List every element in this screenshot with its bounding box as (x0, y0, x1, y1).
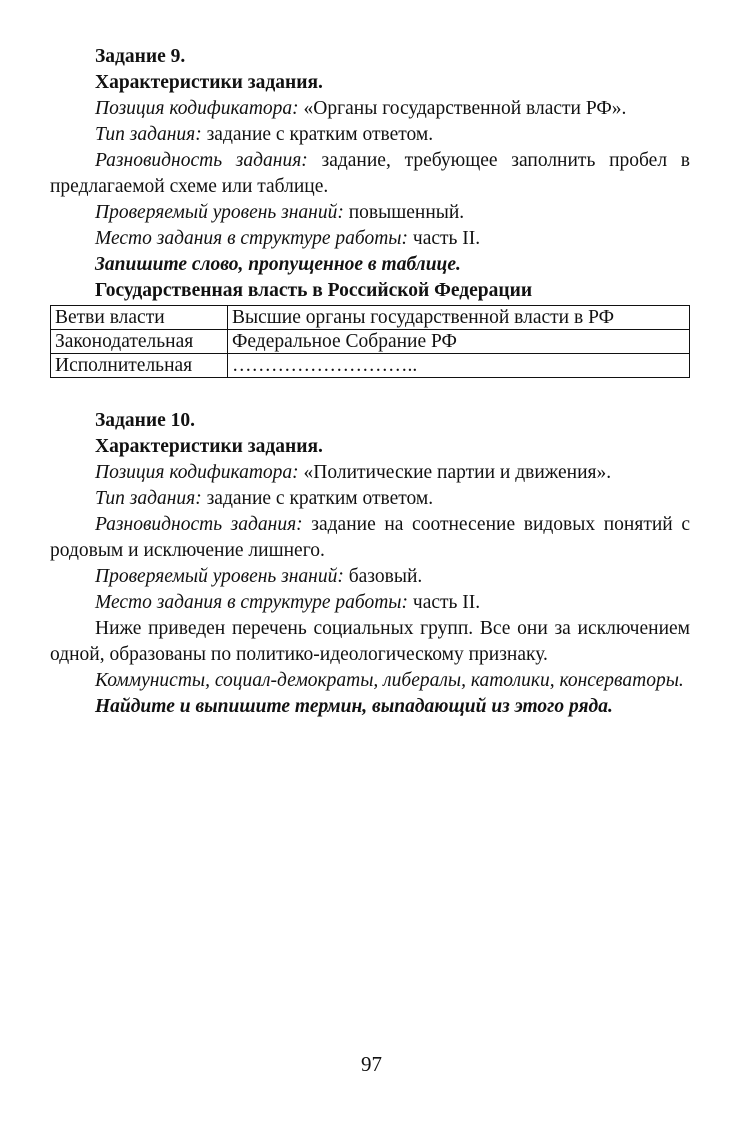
table-row (51, 330, 690, 354)
task10-place-value: часть II. (408, 592, 481, 613)
task10-type-label: Тип задания: (95, 488, 202, 509)
section-spacer (50, 378, 690, 408)
table-cell: Федеральное Собрание РФ (228, 330, 690, 354)
task9-level-value: повышенный. (343, 202, 465, 223)
task9-variety-value: задание, требующее заполнить пробел в предлагаемой схеме или таблице. (50, 150, 690, 197)
page-number: 97 (361, 1052, 382, 1076)
task10-position-value: «Политические партии и движения». (298, 462, 612, 483)
task9-instruction: Запишите слово, пропущенное в таблице. (95, 254, 461, 275)
task10-characteristics: Характеристики задания. (95, 436, 323, 457)
task10-instruction: Найдите и выпишите термин, выпадающий из этого ряда. (95, 696, 613, 717)
task10-type-value: задание с кратким ответом. (201, 488, 434, 509)
table-header-cell: Ветви власти (51, 306, 228, 330)
table-header-row (51, 306, 690, 330)
task9-position (50, 96, 690, 122)
table-header-cell: Высшие органы государственной власти в РФ (228, 306, 690, 330)
task9-table-title: Государственная власть в Российской Федерации (95, 280, 533, 301)
task9-place-label: Место задания в структуре работы: (95, 228, 409, 249)
task10-level (50, 564, 690, 590)
task9-level-label: Проверяемый уровень знаний: (95, 202, 344, 223)
document-page (50, 44, 690, 720)
task9-type (50, 122, 690, 148)
task10-term-list: Коммунисты, социал-демократы, либералы, католики, консерваторы. (95, 670, 684, 691)
task9-place-value: часть II. (408, 228, 481, 249)
task9-position-label: Позиция кодификатора: (95, 98, 299, 119)
task10-variety-label: Разновидность задания: (95, 514, 303, 535)
task9-place (50, 226, 690, 252)
task9-variety-label: Разновидность задания: (95, 150, 308, 171)
task10-title: Задание 10. (95, 410, 196, 431)
task9-type-label: Тип задания: (95, 124, 202, 145)
task10-place (50, 590, 690, 616)
task10-variety-value: задание на соотнесение видовых понятий с родовым и исключение лишнего. (50, 514, 690, 561)
table-cell: Исполнительная (51, 354, 228, 378)
task10-position (50, 460, 690, 486)
task9-level (50, 200, 690, 226)
task9-characteristics: Характеристики задания. (95, 72, 323, 93)
task9-position-value: «Органы государственной власти РФ». (298, 98, 627, 119)
task10-body: Ниже приведен перечень социальных групп. Все они за исключением одной, образованы по политико-идеологическому признаку. (50, 618, 690, 665)
task10-type (50, 486, 690, 512)
task9-title: Задание 9. (95, 46, 186, 67)
table-blank-cell: ……………………….. (228, 354, 690, 378)
task10-position-label: Позиция кодификатора: (95, 462, 299, 483)
task9-type-value: задание с кратким ответом. (201, 124, 434, 145)
task10-level-value: базовый. (343, 566, 423, 587)
task10-place-label: Место задания в структуре работы: (95, 592, 409, 613)
power-table (50, 305, 690, 378)
table-cell: Законодательная (51, 330, 228, 354)
task10-level-label: Проверяемый уровень знаний: (95, 566, 344, 587)
task9-variety (50, 148, 690, 200)
table-row (51, 354, 690, 378)
task10-variety (50, 512, 690, 564)
